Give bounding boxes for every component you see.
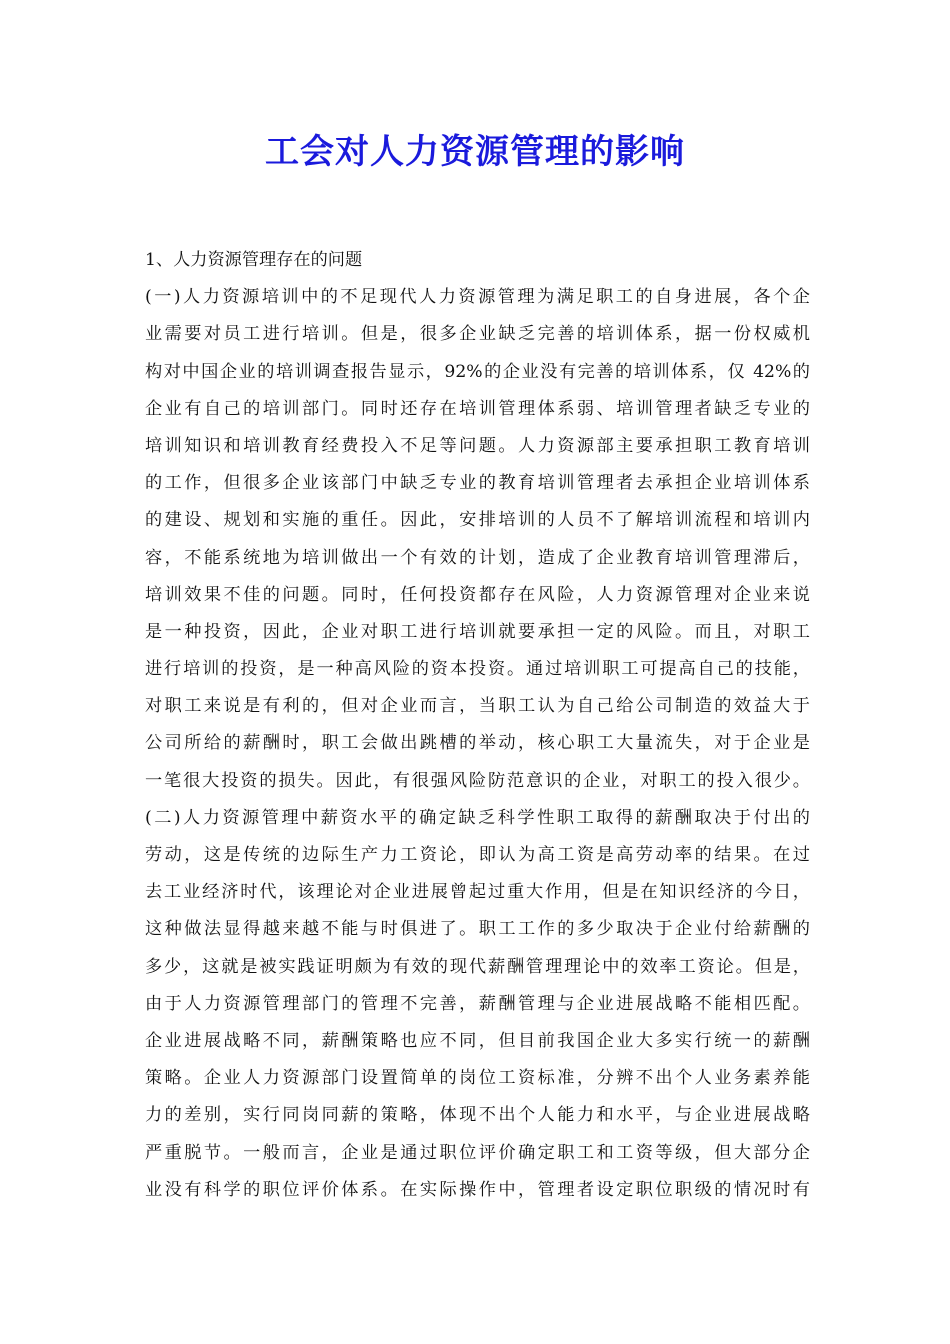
paragraph-line: 容，不能系统地为培训做出一个有效的计划，造成了企业教育培训管理滞后， [145, 547, 810, 568]
document-title: 工会对人力资源管理的影响 [265, 132, 685, 172]
paragraph-line: 企业有自己的培训部门。同时还存在培训管理体系弱、培训管理者缺乏专业的 [145, 398, 810, 419]
paragraph-line: 培训知识和培训教育经费投入不足等问题。人力资源部主要承担职工教育培训 [145, 435, 810, 456]
paragraph-line: 构对中国企业的培训调查报告显示，92%的企业没有完善的培训体系，仅 42%的 [145, 361, 810, 382]
paragraph-line: 的建设、规划和实施的重任。因此，安排培训的人员不了解培训流程和培训内 [145, 510, 810, 531]
paragraph-line: (二)人力资源管理中薪资水平的确定缺乏科学性职工取得的薪酬取决于付出的 [145, 807, 810, 828]
paragraph-line: 这种做法显得越来越不能与时俱进了。职工工作的多少取决于企业付给薪酬的 [145, 919, 810, 940]
paragraph-line: 是一种投资，因此，企业对职工进行培训就要承担一定的风险。而且，对职工 [145, 621, 810, 642]
paragraph-line: 多少，这就是被实践证明颇为有效的现代薪酬管理理论中的效率工资论。但是， [145, 956, 810, 977]
paragraph-line: 企业进展战略不同，薪酬策略也应不同，但目前我国企业大多实行统一的薪酬 [145, 1030, 810, 1051]
paragraph-line: 严重脱节。一般而言，企业是通过职位评价确定职工和工资等级，但大部分企 [145, 1142, 810, 1163]
paragraph-line: 培训效果不佳的问题。同时，任何投资都存在风险，人力资源管理对企业来说 [145, 584, 810, 605]
paragraph-line: 进行培训的投资，是一种高风险的资本投资。通过培训职工可提高自己的技能， [145, 659, 810, 680]
paragraph-line: (一)人力资源培训中的不足现代人力资源管理为满足职工的自身进展，各个企 [145, 287, 810, 308]
document-body [145, 242, 810, 1209]
paragraph-line: 去工业经济时代，该理论对企业进展曾起过重大作用，但是在知识经济的今日， [145, 882, 810, 903]
paragraph-line: 一笔很大投资的损失。因此，有很强风险防范意识的企业，对职工的投入很少。 [145, 770, 810, 791]
paragraph-line: 劳动，这是传统的边际生产力工资论，即认为高工资是高劳动率的结果。在过 [145, 845, 810, 865]
paragraph-line: 策略。企业人力资源部门设置简单的岗位工资标准，分辨不出个人业务素养能 [145, 1068, 810, 1089]
paragraph-line: 业没有科学的职位评价体系。在实际操作中，管理者设定职位职级的情况时有 [145, 1179, 810, 1200]
paragraph-line: 的工作，但很多企业该部门中缺乏专业的教育培训管理者去承担企业培训体系 [145, 473, 810, 494]
paragraph-line: 由于人力资源管理部门的管理不完善，薪酬管理与企业进展战略不能相匹配。 [145, 993, 810, 1014]
paragraph-line: 对职工来说是有利的，但对企业而言，当职工认为自己给公司制造的效益大于 [145, 696, 810, 717]
paragraph-line: 业需要对员工进行培训。但是，很多企业缺乏完善的培训体系，据一份权威机 [145, 324, 810, 345]
section-heading: 1、人力资源管理存在的问题 [145, 250, 363, 270]
paragraph-line: 公司所给的薪酬时，职工会做出跳槽的举动，核心职工大量流失，对于企业是 [145, 733, 810, 754]
paragraph-line: 力的差别，实行同岗同薪的策略，体现不出个人能力和水平，与企业进展战略 [145, 1105, 810, 1126]
